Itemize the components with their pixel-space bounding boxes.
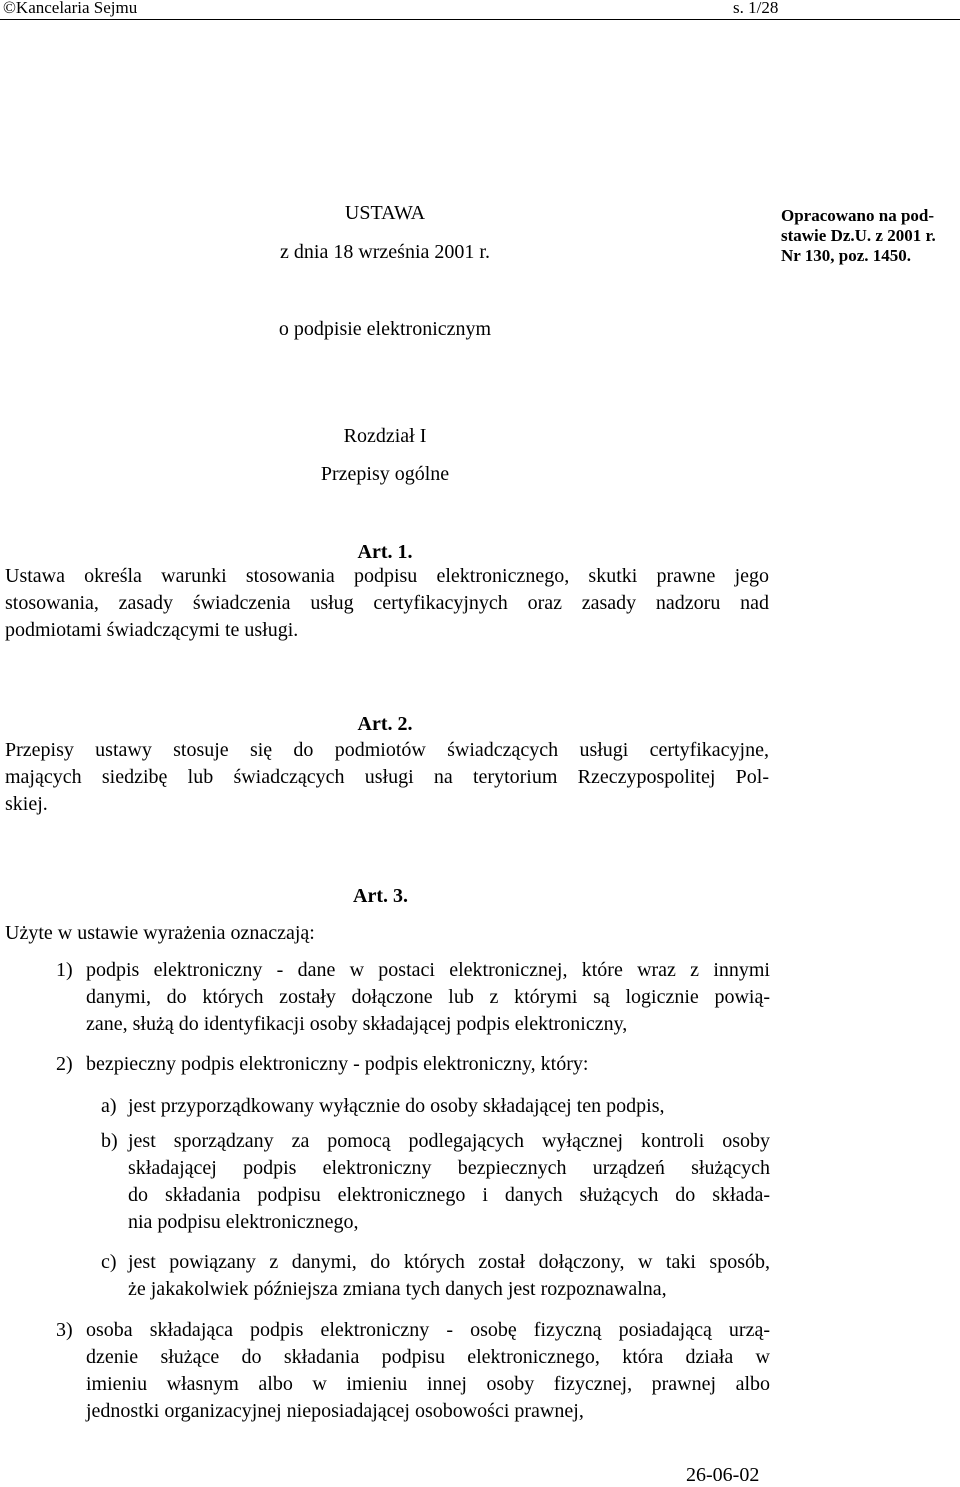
art1-text bbox=[5, 563, 769, 644]
header-copyright: ©Kancelaria Sejmu bbox=[3, 0, 138, 17]
text-line: dzenie służące do składania podpisu elektronicznego, która działa w bbox=[86, 1346, 770, 1368]
item-2b-number: b) bbox=[101, 1130, 118, 1152]
act-subject: o podpisie elektronicznym bbox=[278, 318, 492, 340]
item-2-text bbox=[86, 1051, 770, 1078]
item-3-text bbox=[86, 1317, 770, 1425]
art2-label: Art. 2. bbox=[357, 713, 413, 735]
text-line: bezpieczny podpis elektroniczny - podpis elektroniczny, który: bbox=[86, 1053, 589, 1075]
text-line: jest powiązany z danymi, do których został dołączony, w taki sposób, bbox=[128, 1251, 770, 1273]
text-line: Przepisy ustawy stosuje się do podmiotów świadczących usługi certyfikacyjne, bbox=[5, 739, 769, 761]
art3-label: Art. 3. bbox=[353, 885, 408, 907]
text-line: zane, służą do identyfikacji osoby składającej podpis elektroniczny, bbox=[86, 1013, 628, 1035]
art3-intro: Użyte w ustawie wyrażenia oznaczają: bbox=[5, 922, 315, 944]
item-3-number: 3) bbox=[56, 1319, 73, 1341]
page-number: s. 1/28 bbox=[733, 0, 779, 17]
text-line: mających siedzibę lub świadczących usługi na terytorium Rzeczypospolitej Pol- bbox=[5, 766, 769, 788]
item-2a-number: a) bbox=[101, 1095, 117, 1117]
item-1-text bbox=[86, 957, 770, 1038]
chapter-number: Rozdział I bbox=[343, 425, 427, 447]
item-2c-number: c) bbox=[101, 1251, 117, 1273]
act-date: z dnia 18 września 2001 r. bbox=[280, 241, 490, 263]
text-line: podmiotami świadczącymi te usługi. bbox=[5, 619, 299, 641]
source-note bbox=[781, 206, 960, 266]
item-2a-text bbox=[128, 1093, 770, 1120]
text-line: jest sporządzany za pomocą podlegających wyłącznej kontroli osoby bbox=[128, 1130, 770, 1152]
item-1-number: 1) bbox=[56, 959, 73, 981]
text-line: jest przyporządkowany wyłącznie do osoby składającej ten podpis, bbox=[128, 1095, 665, 1117]
text-line: do składania podpisu elektronicznego i danych służących do składa- bbox=[128, 1184, 770, 1206]
text-line: Ustawa określa warunki stosowania podpisu elektronicznego, skutki prawne jego bbox=[5, 565, 769, 587]
text-line: danymi, do których zostały dołączone lub z którymi są logicznie powią- bbox=[86, 986, 770, 1008]
text-line: podpis elektroniczny - dane w postaci elektronicznej, które wraz z innymi bbox=[86, 959, 770, 981]
text-line: osoba składająca podpis elektroniczny - osobę fizyczną posiadającą urzą- bbox=[86, 1319, 770, 1341]
text-line: że jakakolwiek późniejsza zmiana tych danych jest rozpoznawalna, bbox=[128, 1278, 667, 1300]
footer-date: 26-06-02 bbox=[686, 1464, 760, 1486]
chapter-name: Przepisy ogólne bbox=[320, 463, 450, 485]
item-2-number: 2) bbox=[56, 1053, 73, 1075]
art1-label: Art. 1. bbox=[357, 541, 413, 563]
source-note-line: Opracowano na pod- bbox=[781, 206, 935, 225]
source-note-line: Nr 130, poz. 1450. bbox=[781, 246, 912, 265]
text-line: skiej. bbox=[5, 793, 48, 815]
text-line: jednostki organizacyjnej nieposiadającej osobowości prawnej, bbox=[86, 1400, 584, 1422]
header-rule bbox=[0, 19, 960, 20]
text-line: nia podpisu elektronicznego, bbox=[128, 1211, 359, 1233]
item-2b-text bbox=[128, 1128, 770, 1236]
art2-text bbox=[5, 737, 769, 818]
text-line: stosowania, zasady świadczenia usług certyfikacyjnych oraz zasady nadzoru nad bbox=[5, 592, 769, 614]
text-line: imieniu własnym albo w imieniu innej osoby fizycznej, prawnej albo bbox=[86, 1373, 770, 1395]
item-2c-text bbox=[128, 1249, 770, 1303]
source-note-line: stawie Dz.U. z 2001 r. bbox=[781, 226, 936, 245]
act-title: USTAWA bbox=[344, 202, 426, 224]
text-line: składającej podpis elektroniczny bezpiecznych urządzeń służących bbox=[128, 1157, 770, 1179]
